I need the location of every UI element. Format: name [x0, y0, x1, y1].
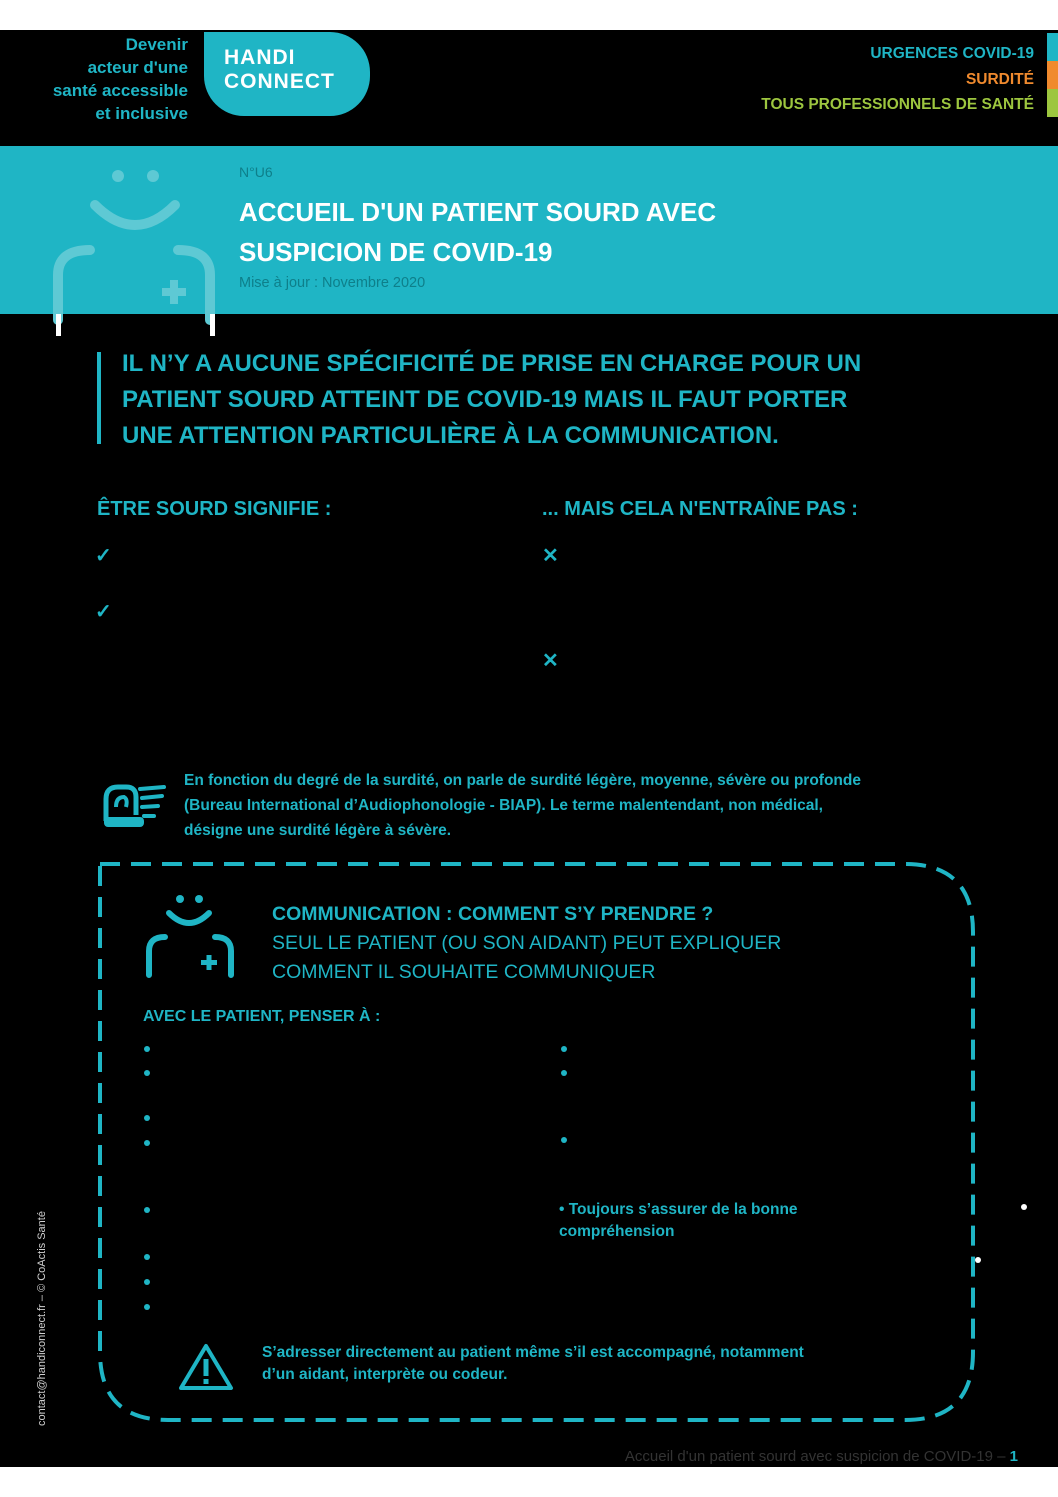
- cross-icon: ✕: [542, 650, 559, 672]
- check-icon: ✓: [95, 545, 112, 567]
- bullet: [144, 1304, 150, 1310]
- check-icon: ✓: [95, 601, 112, 623]
- tagline: Devenir acteur d'une santé accessible et inclusive: [52, 35, 188, 123]
- warning-text: S’adresser directement au patient même s’il est accompagné, notamment d’un aidant, interprète ou codeur.: [262, 1344, 804, 1383]
- communication-heading: COMMUNICATION : COMMENT S’Y PRENDRE ? SEUL LE PATIENT (OU SON AIDANT) PEUT EXPLIQUER COMMENT IL SOUHAITE COMMUNIQUER: [272, 903, 782, 983]
- bullet: [144, 1140, 150, 1146]
- bullet: [975, 1257, 981, 1263]
- bullet: [144, 1207, 150, 1213]
- right-column-heading: ... MAIS CELA N'ENTRAÎNE PAS :: [542, 498, 858, 520]
- side-credit: contact@handiconnect.fr – © CoActis Santé: [36, 1211, 48, 1426]
- page-number: 1: [1009, 1448, 1018, 1465]
- intro-statement: IL N’Y A AUCUNE SPÉCIFICITÉ DE PRISE EN CHARGE POUR UN PATIENT SOURD ATTEINT DE COVID-19 MAIS IL FAUT PORTER UNE ATTENTION PARTICULIÈRE À LA COMMUNICATION.: [122, 350, 862, 449]
- bullet: [561, 1137, 567, 1143]
- category-professionals: TOUS PROFESSIONNELS DE SANTÉ: [761, 96, 1034, 113]
- patient-tips-heading: AVEC LE PATIENT, PENSER À :: [143, 1008, 381, 1025]
- bullet: [144, 1279, 150, 1285]
- footer: Accueil d'un patient sourd avec suspicion de COVID-19 – 1: [624, 1448, 1018, 1465]
- bullet: [561, 1046, 567, 1052]
- bullet: [1021, 1204, 1027, 1210]
- caregiver-icon: [143, 893, 239, 983]
- page-title: ACCUEIL D'UN PATIENT SOURD AVEC SUSPICION DE COVID-19: [239, 197, 717, 267]
- bullet: [144, 1115, 150, 1121]
- bullet: [144, 1254, 150, 1260]
- document-number: N°U6: [239, 164, 273, 180]
- bullet: [144, 1070, 150, 1076]
- deafness-degree-note: En fonction du degré de la surdité, on parle de surdité légère, moyenne, sévère ou profonde (Bureau International d’Audiophonologie - BIAP). Le terme malentendant, non médical, désigne une surdité légère à sévère.: [184, 772, 861, 839]
- cross-icon: ✕: [542, 545, 559, 567]
- category-deafness: SURDITÉ: [965, 70, 1034, 88]
- left-column-heading: ÊTRE SOURD SIGNIFIE :: [97, 498, 332, 520]
- warning-icon: [178, 1342, 234, 1392]
- handiconnect-logo[interactable]: HANDI CONNECT: [204, 32, 370, 116]
- update-date: Mise à jour : Novembre 2020: [239, 275, 426, 291]
- bullet: [144, 1046, 150, 1052]
- category-covid: URGENCES COVID-19: [870, 45, 1034, 62]
- bullet: [561, 1070, 567, 1076]
- understanding-tip: • Toujours s’assurer de la bonne compréhension: [559, 1201, 798, 1240]
